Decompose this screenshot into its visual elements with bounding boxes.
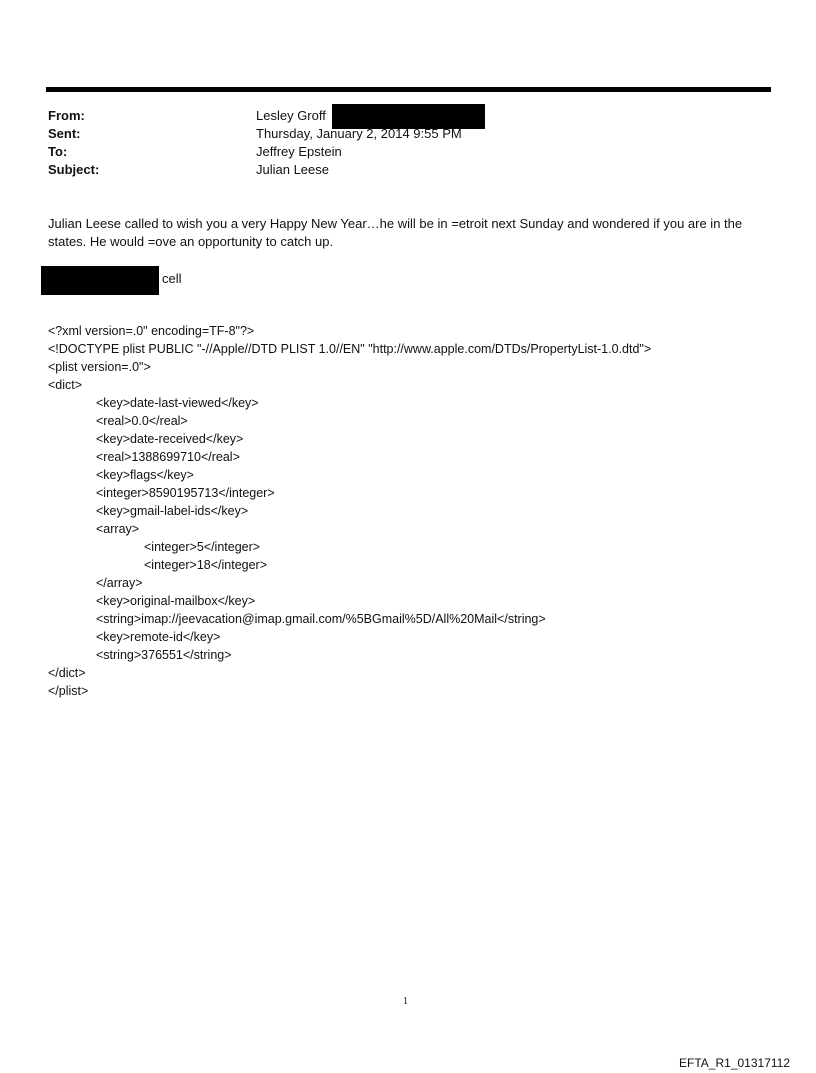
message-body: Julian Leese called to wish you a very Happy New Year…he will be in =etroit next Sunday and wondered if you are in the states. He would =ove an opportunity to catch up. — [48, 216, 743, 249]
xml-line: <key>flags</key> — [96, 468, 194, 482]
xml-line: <dict> — [48, 378, 83, 392]
xml-line: <plist version=.0"> — [48, 360, 151, 374]
xml-line: <key>original-mailbox</key> — [96, 594, 256, 608]
sent-value: Thursday, January 2, 2014 9:55 PM — [256, 126, 462, 141]
xml-plist-block — [48, 322, 651, 700]
to-label: To: — [48, 144, 68, 159]
xml-line: <integer>18</integer> — [144, 558, 268, 572]
xml-line: <key>date-last-viewed</key> — [96, 396, 259, 410]
xml-line: <key>date-received</key> — [96, 432, 244, 446]
subject-label: Subject: — [48, 162, 100, 177]
xml-line: <!DOCTYPE plist PUBLIC "-//Apple//DTD PLIST 1.0//EN" "http://www.apple.com/DTDs/PropertyList-1.0.dtd"> — [48, 342, 652, 356]
xml-line: <?xml version=.0" encoding=TF-8"?> — [48, 324, 255, 338]
from-value: Lesley Groff — [256, 108, 326, 123]
xml-line: <real>0.0</real> — [96, 414, 188, 428]
sent-label: Sent: — [48, 126, 81, 141]
xml-line: <real>1388699710</real> — [96, 450, 240, 464]
xml-line: </dict> — [48, 666, 86, 680]
to-value: Jeffrey Epstein — [256, 144, 342, 159]
xml-line: <integer>5</integer> — [144, 540, 261, 554]
cell-label: cell — [162, 271, 182, 286]
xml-line: <string>376551</string> — [96, 648, 232, 662]
subject-value: Julian Leese — [256, 162, 329, 177]
xml-line: <string>imap://jeevacation@imap.gmail.com/%5BGmail%5D/All%20Mail</string> — [96, 612, 546, 626]
xml-line: <array> — [96, 522, 140, 536]
xml-line: <key>gmail-label-ids</key> — [96, 504, 249, 518]
xml-line: </array> — [96, 576, 143, 590]
xml-line: </plist> — [48, 684, 89, 698]
xml-line: <key>remote-id</key> — [96, 630, 221, 644]
redaction-box — [41, 266, 159, 295]
from-label: From: — [48, 108, 85, 123]
page-number: 1 — [403, 996, 408, 1007]
header-rule — [46, 87, 771, 92]
bates-number: EFTA_R1_01317112 — [679, 1056, 790, 1070]
xml-line: <integer>8590195713</integer> — [96, 486, 275, 500]
